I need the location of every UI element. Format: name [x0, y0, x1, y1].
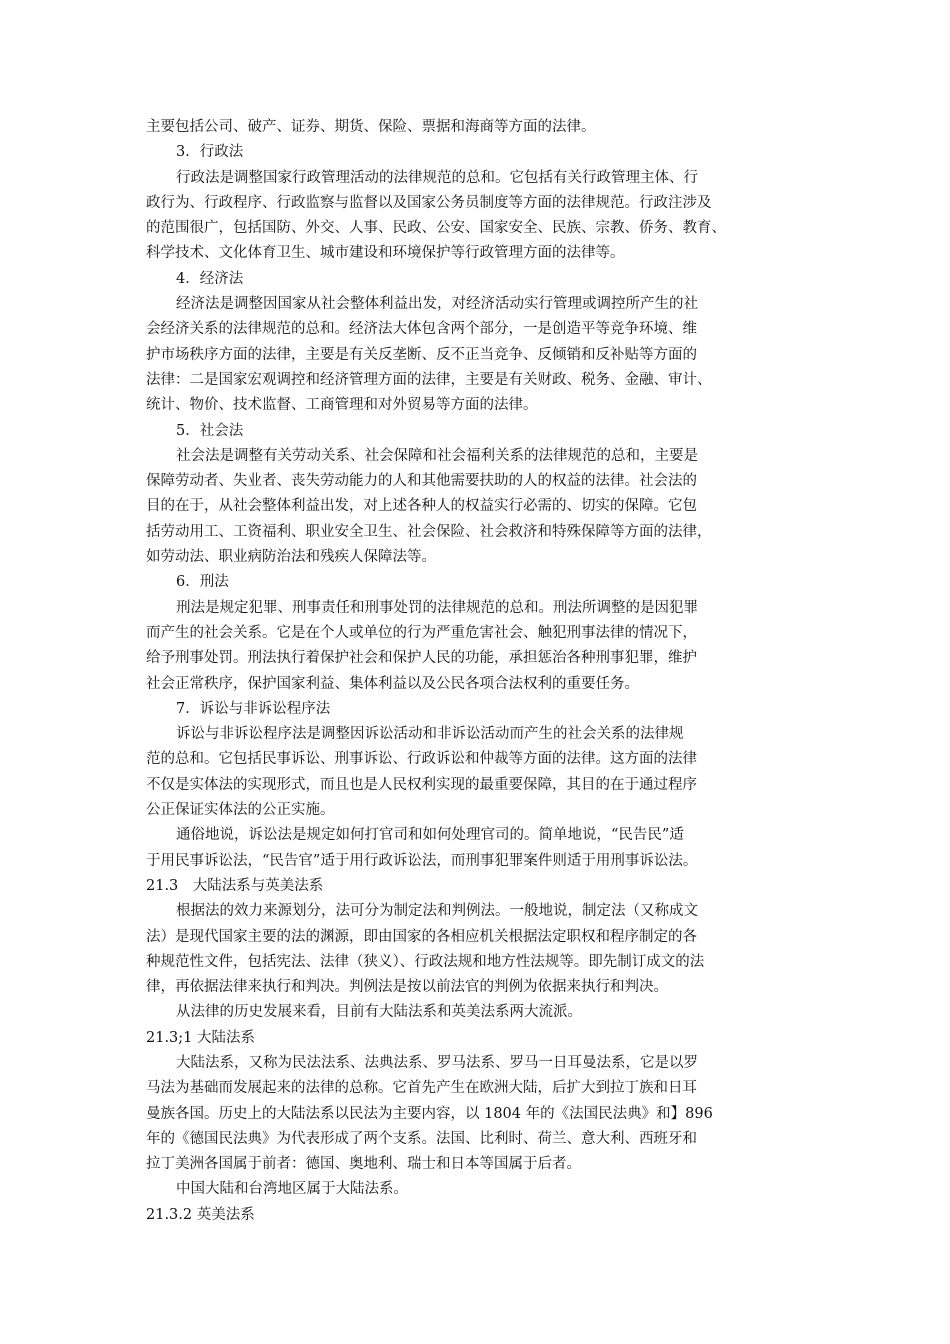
body-line: 公正保证实体法的公正实施。	[146, 802, 335, 819]
chapter-heading: 21.3.2 英美法系	[146, 1206, 255, 1223]
body-line: 主要包括公司、破产、证券、期货、保险、票据和海商等方面的法律。	[146, 119, 596, 135]
body-line: 种规范性文件，包括宪法、法律（狭义）、行政法规和地方性法规等。即先制订成文的法	[146, 953, 705, 970]
body-line: 的范围很广，包括国防、外交、人事、民政、公安、国家安全、民族、宗教、侨务、教育、	[146, 220, 726, 237]
paragraph-first-line: 行政法是调整国家行政管理活动的法律规范的总和。它包括有关行政管理主体、行	[176, 169, 698, 186]
body-line: 政行为、行政程序、行政监察与监督以及国家公务员制度等方面的法律规范。行政注涉及	[146, 194, 712, 211]
body-line: 而产生的社会关系。它是在个人或单位的行为严重危害社会、触犯刑事法律的情况下，	[146, 624, 697, 641]
section-heading: 5．社会法	[176, 422, 244, 439]
body-line: 拉丁美洲各国属于前者：德国、奥地利、瑞士和日本等国属于后者。	[146, 1156, 581, 1173]
body-line: 法律：二是国家宏观调控和经济管理方面的法律，主要是有关财政、税务、金融、审计、	[146, 371, 712, 388]
body-line: 马法为基础而发展起来的法律的总称。它首先产生在欧洲大陆，后扩大到拉丁族和日耳	[146, 1080, 697, 1097]
body-line: 于用民事诉讼法，“民告官”适于用行政诉讼法，而刑事犯罪案件则适于用刑事诉讼法。	[146, 852, 698, 869]
document-page	[146, 115, 816, 1228]
paragraph-first-line: 中国大陆和台湾地区属于大陆法系。	[176, 1181, 408, 1198]
paragraph-first-line: 诉讼与非诉讼程序法是调整因诉讼活动和非诉讼活动而产生的社会关系的法律规	[176, 726, 684, 743]
section-heading: 4．经济法	[176, 270, 244, 287]
body-line: 律，再依据法律来执行和判决。判例法是按以前法官的判例为依据来执行和判决。	[146, 979, 668, 996]
body-line: 给予刑事处罚。刑法执行着保护社会和保护人民的功能，承担惩治各种刑事犯罪，维护	[146, 650, 697, 667]
body-line: 如劳动法、职业病防治法和残疾人保障法等。	[146, 549, 436, 566]
body-line: 不仅是实体法的实现形式，而且也是人民权利实现的最重要保障，其目的在于通过程序	[146, 776, 697, 793]
paragraph-first-line: 从法律的历史发展来看，目前有大陆法系和英美法系两大流派。	[176, 1004, 582, 1021]
body-line: 括劳动用工、工资福利、职业安全卫生、社会保险、社会救济和特殊保障等方面的法律，	[146, 523, 712, 540]
paragraph-first-line: 经济法是调整因国家从社会整体利益出发，对经济活动实行管理或调控所产生的社	[176, 296, 698, 313]
body-line: 年的《德国民法典》为代表形成了两个支系。法国、比利时、荷兰、意大利、西班牙和	[146, 1130, 697, 1147]
paragraph-first-line: 刑法是规定犯罪、刑事责任和刑事处罚的法律规范的总和。刑法所调整的是因犯罪	[176, 599, 698, 616]
body-line: 曼族各国。历史上的大陆法系以民法为主要内容，以 1804 年的《法国民法典》和】896	[146, 1105, 713, 1122]
body-line: 法）是现代国家主要的法的渊源，即由国家的各相应机关根据法定职权和程序制定的各	[146, 928, 697, 945]
section-heading: 3．行政法	[176, 144, 244, 161]
chapter-heading: 21.3;1 大陆法系	[146, 1029, 256, 1046]
body-line: 范的总和。它包括民事诉讼、刑事诉讼、行政诉讼和仲裁等方面的法律。这方面的法律	[146, 751, 697, 768]
body-line: 会经济关系的法律规范的总和。经济法大体包含两个部分，一是创造平等竞争环境、维	[146, 321, 697, 338]
body-line: 护市场秩序方面的法律，主要是有关反垄断、反不正当竞争、反倾销和反补贴等方面的	[146, 346, 697, 363]
paragraph-first-line: 大陆法系，又称为民法法系、法典法系、罗马法系、罗马一日耳曼法系，它是以罗	[176, 1054, 698, 1071]
body-line: 统计、物价、技术监督、工商管理和对外贸易等方面的法律。	[146, 397, 538, 414]
chapter-heading: 21.3 大陆法系与英美法系	[146, 877, 324, 894]
body-line: 保障劳动者、失业者、丧失劳动能力的人和其他需要扶助的人的权益的法律。社会法的	[146, 473, 697, 490]
paragraph-first-line: 根据法的效力来源划分，法可分为制定法和判例法。一般地说，制定法（又称成文	[176, 903, 698, 920]
paragraph-first-line: 社会法是调整有关劳动关系、社会保障和社会福利关系的法律规范的总和，主要是	[176, 447, 698, 464]
body-line: 科学技术、文化体育卫生、城市建设和环境保护等行政管理方面的法律等。	[146, 245, 625, 262]
section-heading: 6．刑法	[176, 574, 229, 591]
paragraph-first-line: 通俗地说，诉讼法是规定如何打官司和如何处理官司的。简单地说，“民告民”适	[176, 827, 684, 844]
body-line: 目的在于，从社会整体利益出发，对上述各种人的权益实行必需的、切实的保障。它包	[146, 498, 697, 515]
section-heading: 7．诉讼与非诉讼程序法	[176, 700, 331, 717]
body-line: 社会正常秩序，保护国家利益、集体利益以及公民各项合法权利的重要任务。	[146, 675, 639, 692]
